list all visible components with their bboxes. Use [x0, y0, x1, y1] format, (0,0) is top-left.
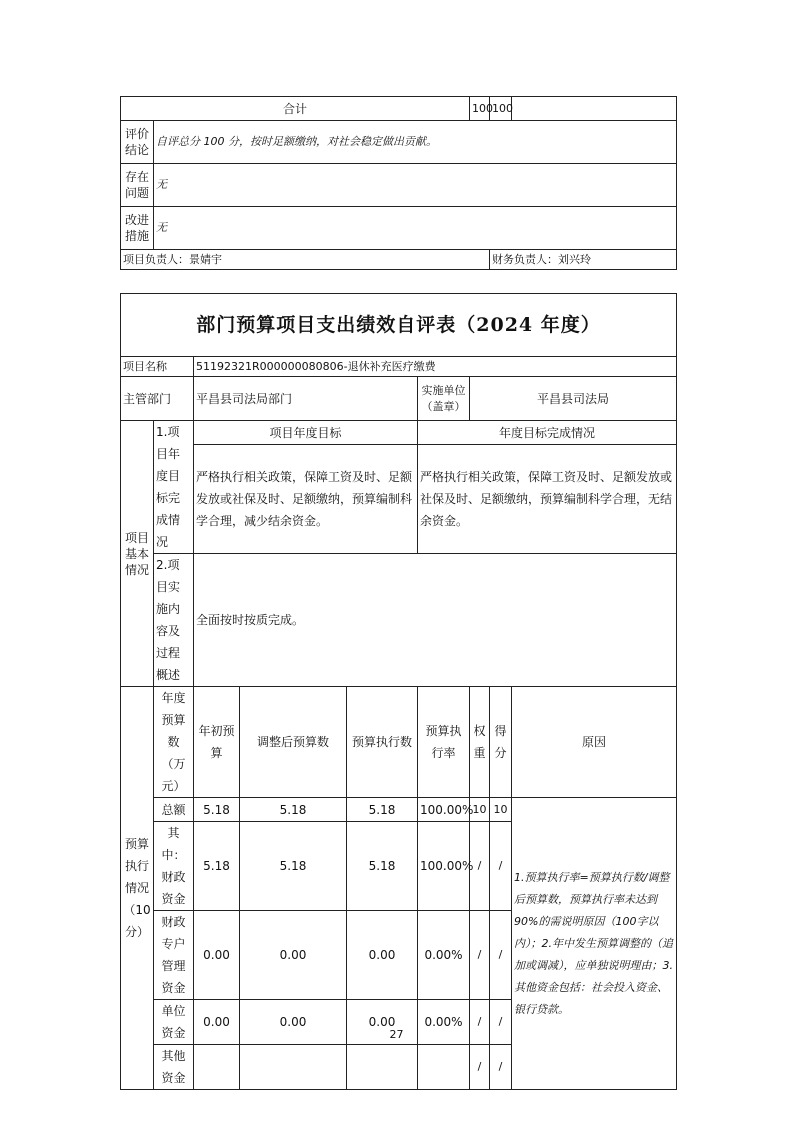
score-value: / — [490, 911, 512, 1000]
finance-lead: 财务负责人：刘兴玲 — [490, 250, 677, 270]
executed-budget-header: 预算执行数 — [347, 687, 418, 798]
issues-text: 无 — [154, 164, 677, 207]
initial-value: 0.00 — [194, 911, 240, 1000]
score-value: / — [490, 1000, 512, 1045]
completion-header: 年度目标完成情况 — [418, 421, 677, 445]
score-value: / — [490, 1045, 512, 1090]
initial-budget-header: 年初预算 — [194, 687, 240, 798]
row-label: 其他资金 — [154, 1045, 194, 1090]
impl-content-label: 2.项目实施内容及过程概述 — [154, 554, 194, 687]
rate-value — [418, 1045, 470, 1090]
initial-value — [194, 1045, 240, 1090]
project-lead: 项目负责人：景婧宇 — [121, 250, 490, 270]
weight-total: 100 — [470, 97, 490, 121]
weight-header: 权重 — [470, 687, 490, 798]
reason-text: 1.预算执行率=预算执行数/调整后预算数，预算执行率未达到90%的需说明原因（100字以内）；2.年中发生预算调整的（追加或调减），应单独说明理由；3.其他资金包括：社会投入资金、银行贷款。 — [512, 798, 677, 1090]
row-label: 总额 — [154, 798, 194, 822]
page-number: 27 — [389, 1028, 404, 1041]
project-name: 51192321R000000080806-退休补充医疗缴费 — [194, 357, 677, 377]
evaluation-label: 评价结论 — [121, 121, 154, 164]
summary-table — [120, 96, 677, 270]
executed-value: 5.18 — [347, 798, 418, 822]
adjusted-value: 5.18 — [240, 798, 347, 822]
evaluation-form — [120, 293, 677, 1090]
executed-value: 5.18 — [347, 822, 418, 911]
basic-info-label: 项目基本情况 — [121, 421, 154, 687]
weight-value: / — [470, 911, 490, 1000]
rate-value: 0.00% — [418, 1000, 470, 1045]
reason-header: 原因 — [512, 687, 677, 798]
impl-unit-label: 实施单位（盖章） — [418, 377, 470, 421]
goal-text: 严格执行相关政策，保障工资及时、足额发放或社保及时、足额缴纳，预算编制科学合理，减少结余资金。 — [194, 445, 418, 554]
rate-value: 100.00% — [418, 822, 470, 911]
executed-value — [347, 1045, 418, 1090]
budget-unit-header: 年度预算数（万元） — [154, 687, 194, 798]
form-title: 部门预算项目支出绩效自评表（2024 年度） — [121, 294, 677, 357]
initial-value: 0.00 — [194, 1000, 240, 1045]
dept-label: 主管部门 — [121, 377, 194, 421]
improve-label: 改进措施 — [121, 207, 154, 250]
weight-value: / — [470, 822, 490, 911]
execution-rate-header: 预算执行率 — [418, 687, 470, 798]
dept-value: 平昌县司法局部门 — [194, 377, 418, 421]
budget-section-label: 预算执行情况（10分） — [121, 687, 154, 1090]
executed-value: 0.00 — [347, 1000, 418, 1045]
adjusted-value: 5.18 — [240, 822, 347, 911]
row-label: 其中：财政资金 — [154, 822, 194, 911]
adjusted-value: 0.00 — [240, 1000, 347, 1045]
project-name-label: 项目名称 — [121, 357, 194, 377]
score-header: 得分 — [490, 687, 512, 798]
completion-text: 严格执行相关政策，保障工资及时、足额发放或社保及时、足额缴纳，预算编制科学合理，无结余资金。 — [418, 445, 677, 554]
row-label: 单位资金 — [154, 1000, 194, 1045]
adjusted-budget-header: 调整后预算数 — [240, 687, 347, 798]
goal-section-label: 1.项目年度目标完成情况 — [154, 421, 194, 554]
issues-label: 存在问题 — [121, 164, 154, 207]
weight-value: / — [470, 1000, 490, 1045]
evaluation-text: 自评总分 100 分，按时足额缴纳，对社会稳定做出贡献。 — [154, 121, 677, 164]
initial-value: 5.18 — [194, 798, 240, 822]
rate-value: 100.00% — [418, 798, 470, 822]
impl-unit-value: 平昌县司法局 — [470, 377, 677, 421]
adjusted-value — [240, 1045, 347, 1090]
score-value: 10 — [490, 798, 512, 822]
improve-text: 无 — [154, 207, 677, 250]
row-label: 财政专户管理资金 — [154, 911, 194, 1000]
executed-value: 0.00 — [347, 911, 418, 1000]
budget-row — [121, 798, 677, 822]
blank-cell — [512, 97, 677, 121]
score-value: / — [490, 822, 512, 911]
rate-value: 0.00% — [418, 911, 470, 1000]
adjusted-value: 0.00 — [240, 911, 347, 1000]
weight-value: / — [470, 1045, 490, 1090]
impl-content-text: 全面按时按质完成。 — [194, 554, 677, 687]
initial-value: 5.18 — [194, 822, 240, 911]
score-total: 100 — [490, 97, 512, 121]
goal-header: 项目年度目标 — [194, 421, 418, 445]
weight-value: 10 — [470, 798, 490, 822]
total-label: 合计 — [121, 97, 470, 121]
